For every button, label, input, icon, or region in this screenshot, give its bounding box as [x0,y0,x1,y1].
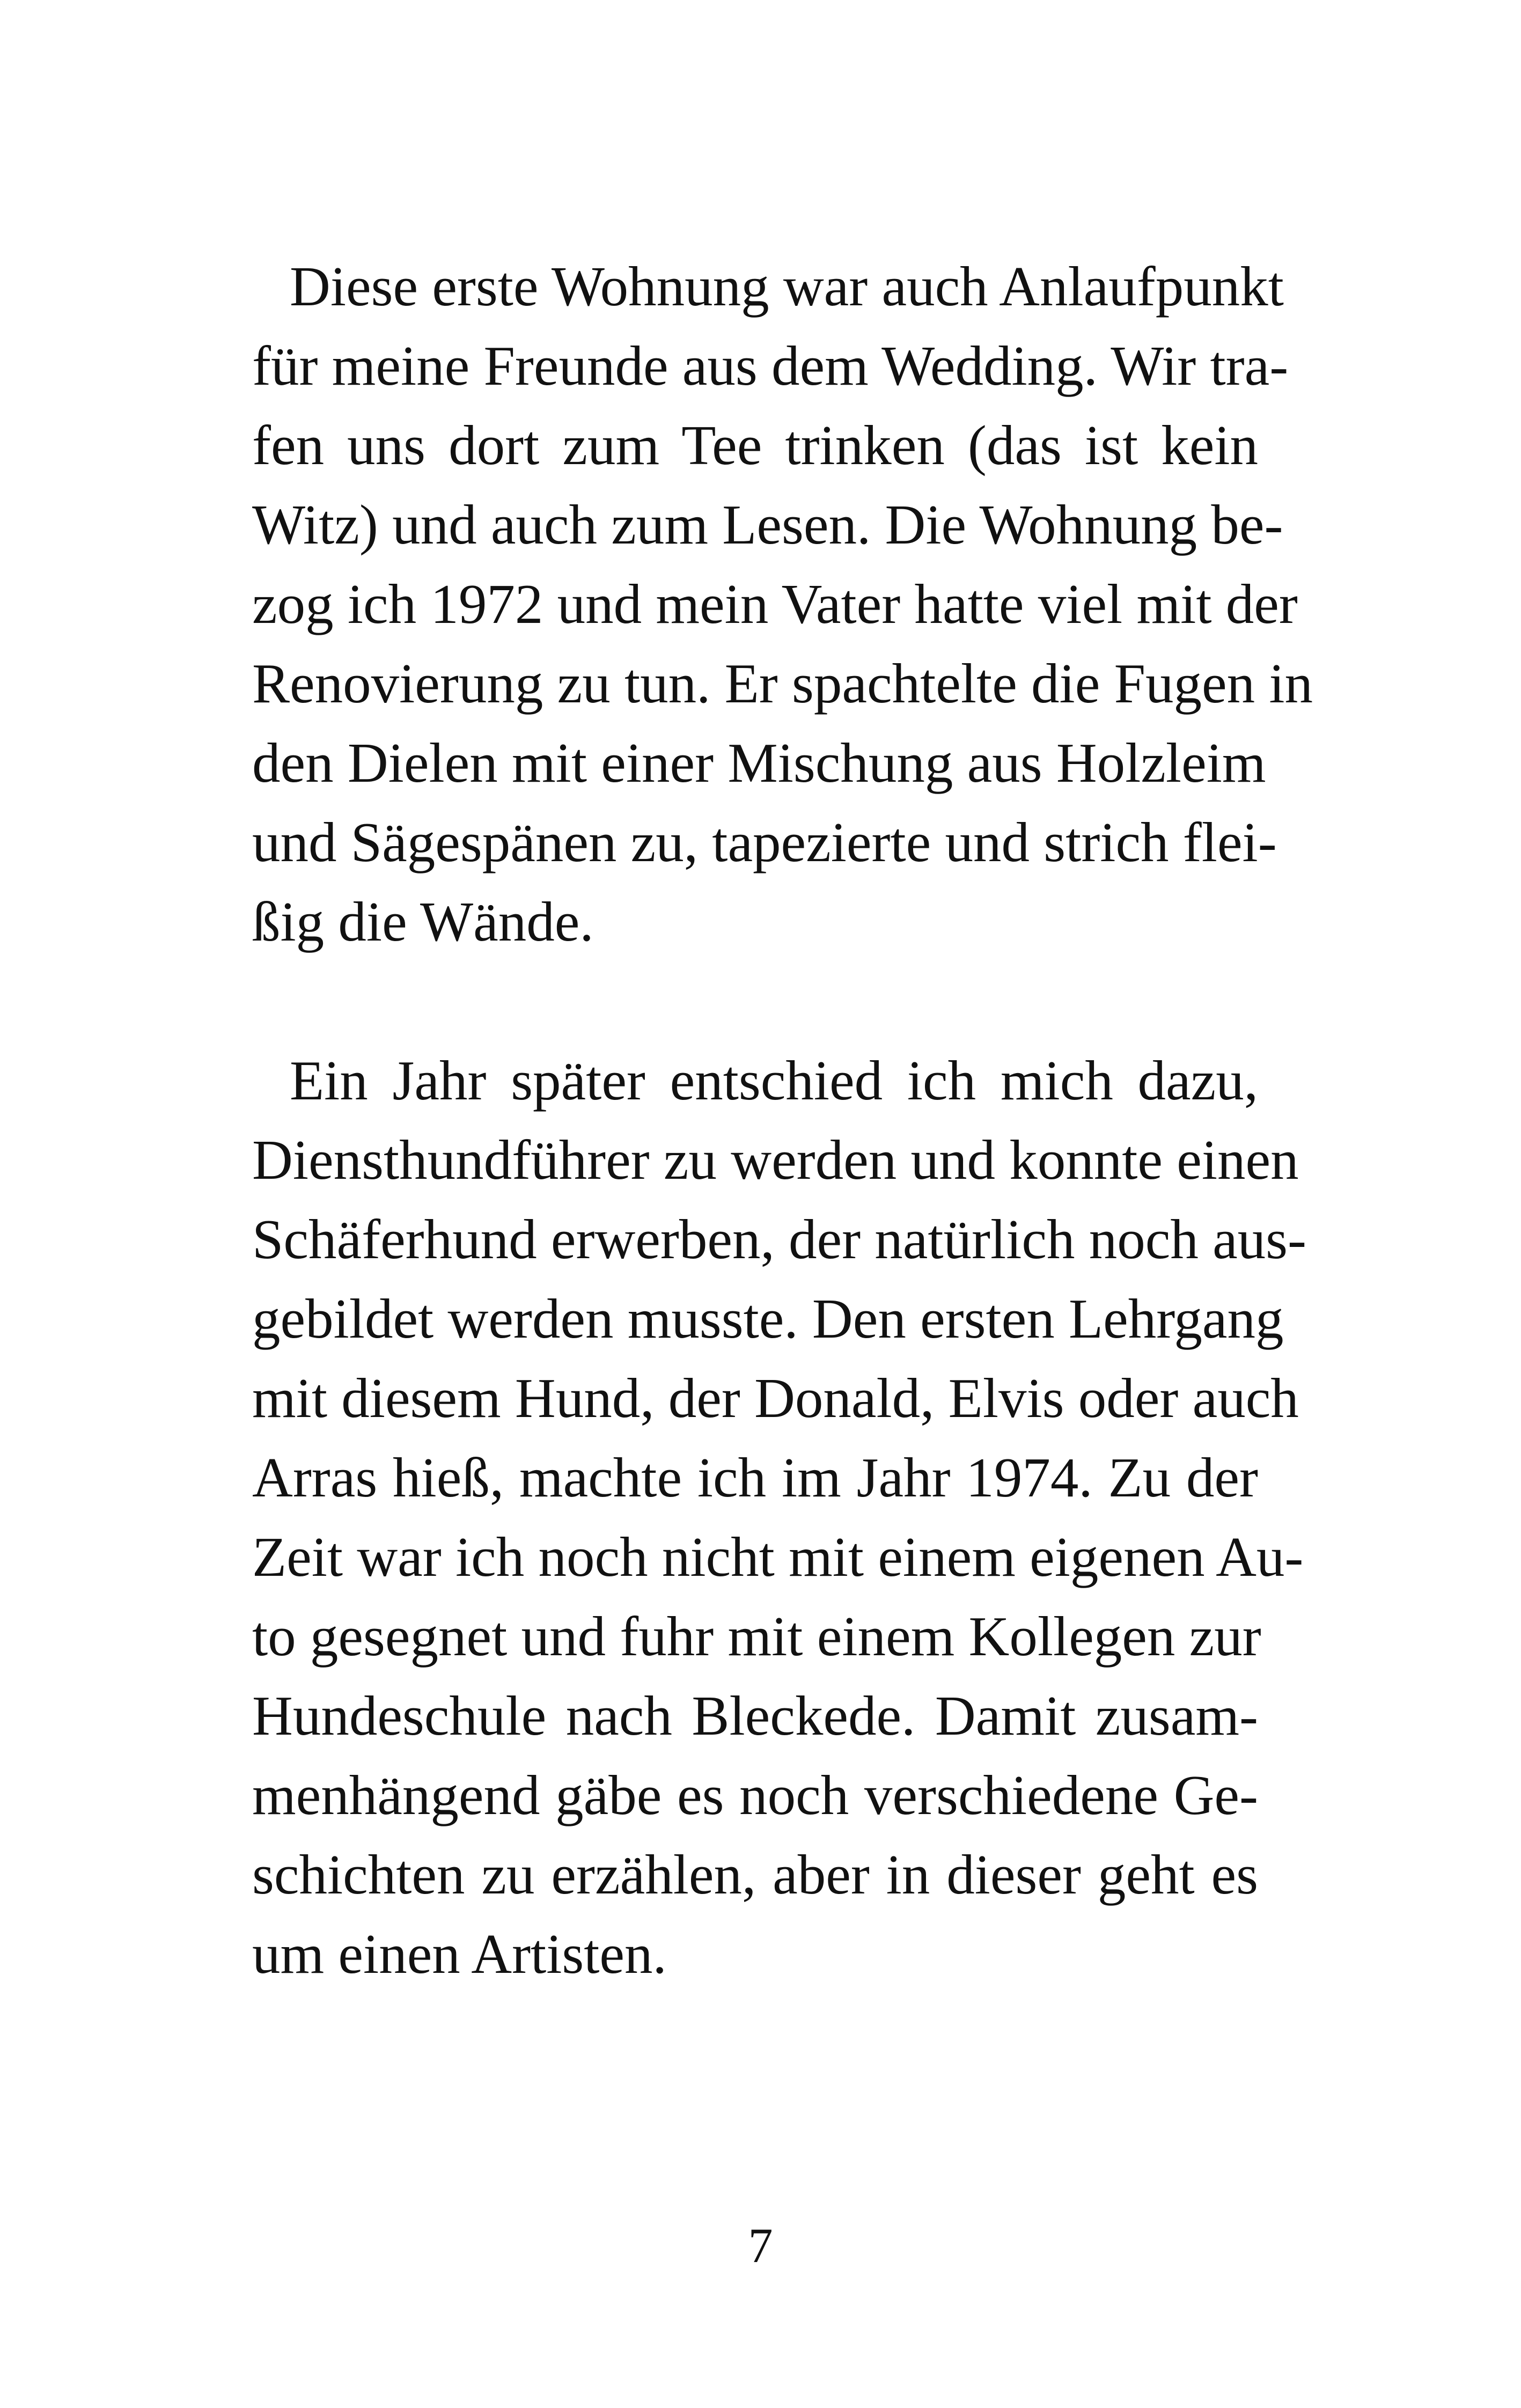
text-line: Arras hieß, machte ich im Jahr 1974. Zu der [252,1446,1258,1509]
text-line: zog ich 1972 und mein Vater hatte viel mit der [252,572,1298,635]
text-line: Zeit war ich noch nicht mit einem eigenen Au- [252,1525,1304,1588]
paragraph-1 [252,247,1313,961]
text-line: mit diesem Hund, der Donald, Elvis oder auch [252,1367,1299,1429]
text-line: um einen Artisten. [252,1922,667,1985]
text-line: schichten zu erzählen, aber in dieser geht es [252,1843,1258,1906]
text-line: Diese erste Wohnung war auch Anlaufpunkt [290,255,1284,318]
paragraph-2 [252,1041,1307,1994]
text-line: Renovierung zu tun. Er spachtelte die Fugen in [252,652,1313,715]
text-line: Hundeschule nach Bleckede. Damit zusam- [252,1684,1258,1747]
text-line: für meine Freunde aus dem Wedding. Wir tra- [252,334,1289,397]
page-number: 7 [748,2218,773,2273]
text-line: Schäferhund erwerben, der natürlich noch aus- [252,1208,1307,1271]
text-line: menhängend gäbe es noch verschiedene Ge- [252,1764,1258,1826]
text-line: Ein Jahr später entschied ich mich dazu, [290,1049,1258,1112]
text-line: ßig die Wände. [252,890,594,953]
text-line: den Dielen mit einer Mischung aus Holzleim [252,731,1266,794]
text-line: und Sägespänen zu, tapezierte und strich flei- [252,811,1277,873]
text-line: fen uns dort zum Tee trinken (das ist kein [252,414,1258,476]
text-line: to gesegnet und fuhr mit einem Kollegen zur [252,1605,1261,1668]
text-line: Witz) und auch zum Lesen. Die Wohnung be- [252,493,1283,556]
text-line: Diensthundführer zu werden und konnte einen [252,1128,1299,1191]
text-line: gebildet werden musste. Den ersten Lehrgang [252,1287,1284,1350]
